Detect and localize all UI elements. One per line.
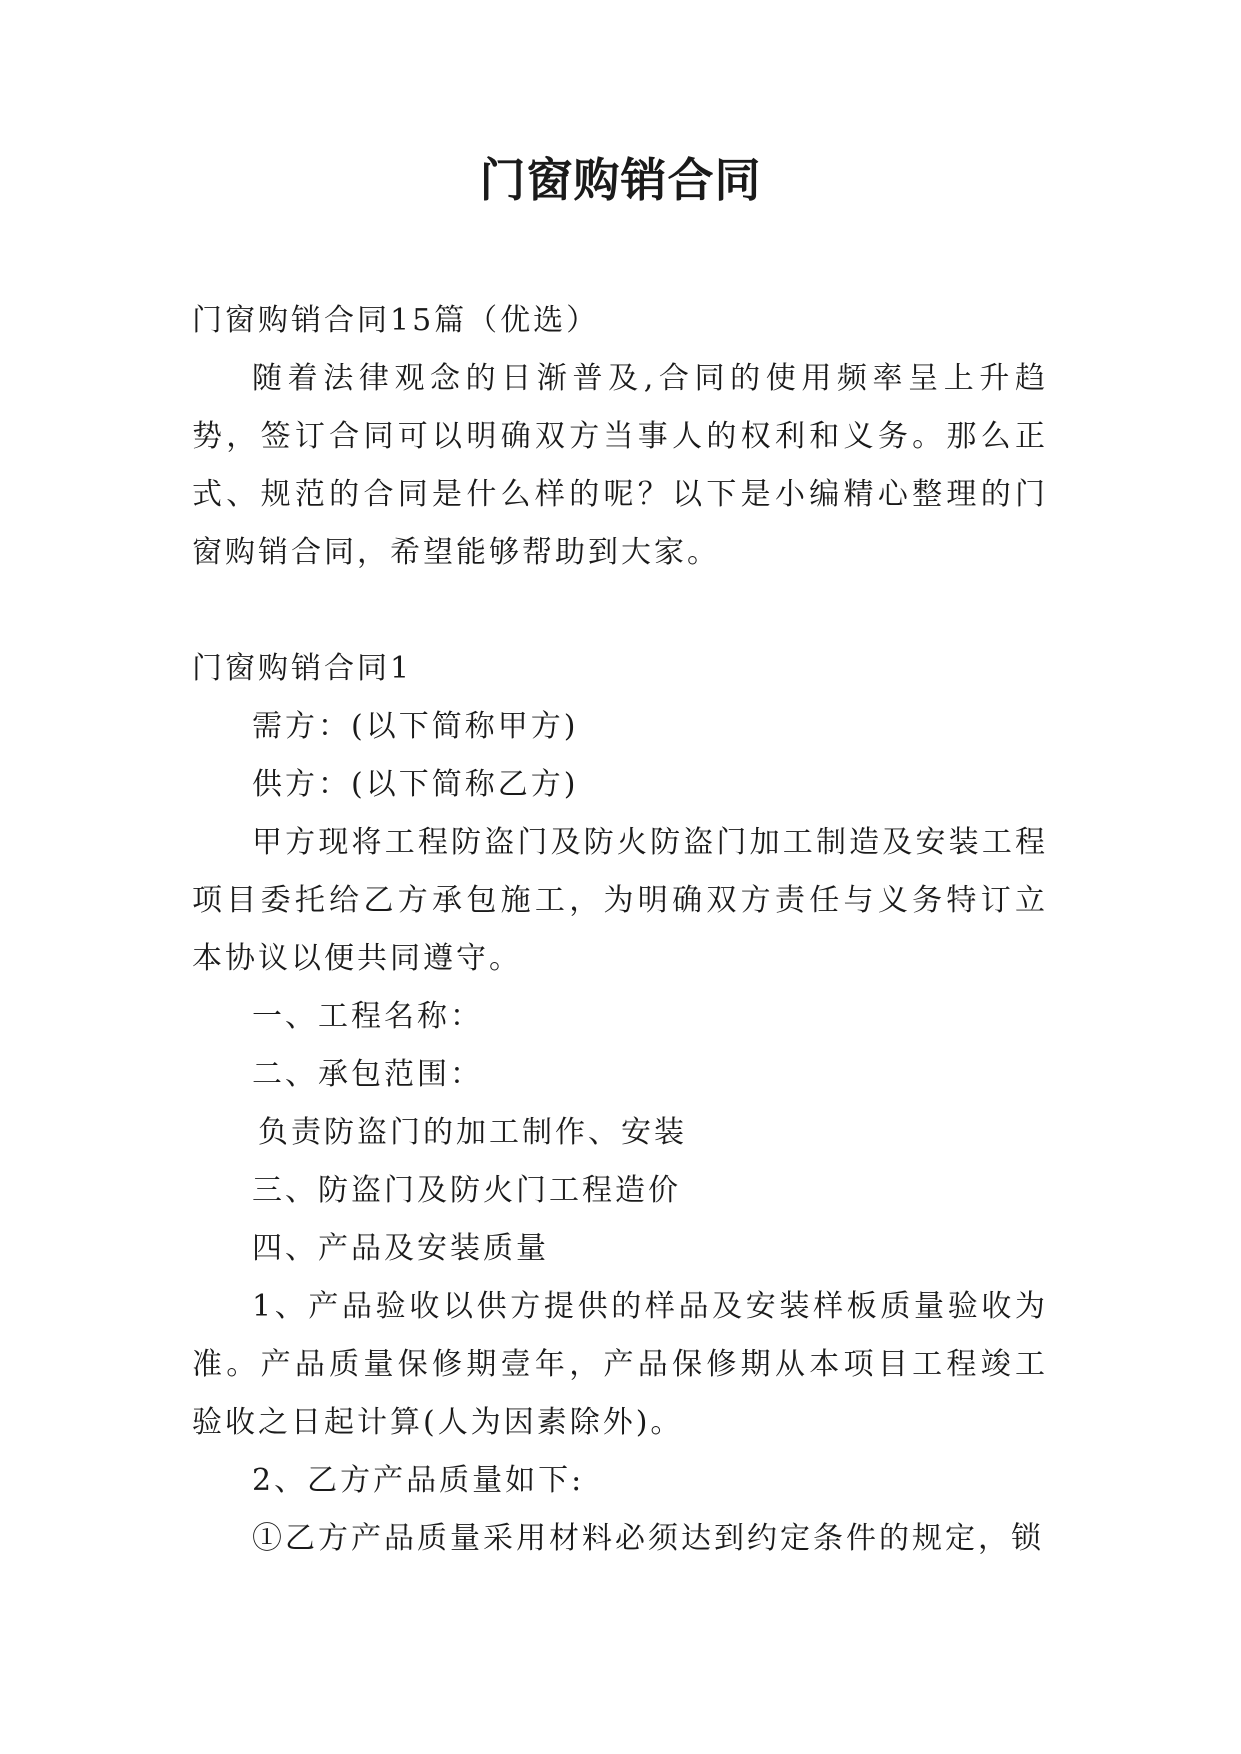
paragraph-intro: 随着法律观念的日渐普及,合同的使用频率呈上升趋势，签订合同可以明确双方当事人的权利和义务。那么正式、规范的合同是什么样的呢？以下是小编精心整理的门窗购销合同，希望能够帮助到大家。 (192, 361, 1048, 570)
clause-quality-item-2-1: ①乙方产品质量采用材料必须达到约定条件的规定，锁 (252, 1521, 1044, 1556)
clause-cost: 三、防盗门及防火门工程造价 (252, 1173, 681, 1208)
document-title: 门窗购销合同 (479, 153, 762, 207)
paragraph-preamble: 甲方现将工程防盗门及防火防盗门加工制造及安装工程项目委托给乙方承包施工，为明确双方责任与义务特订立本协议以便共同遵守。 (192, 825, 1048, 976)
paragraph-subtitle: 门窗购销合同15篇（优选） (192, 303, 600, 338)
paragraph-section-heading: 门窗购销合同1 (192, 651, 413, 686)
paragraph-supplier: 供方：(以下简称乙方) (252, 767, 579, 802)
paragraph-gap (192, 582, 1048, 640)
clause-scope-detail: 负责防盗门的加工制作、安装 (258, 1115, 687, 1150)
clause-quality-item-2: 2、乙方产品质量如下: (252, 1463, 585, 1498)
clause-project-name: 一、工程名称： (252, 999, 483, 1034)
clause-quality-item-1: 1、产品验收以供方提供的样品及安装样板质量验收为准。产品质量保修期壹年，产品保修期从本项目工程竣工验收之日起计算(人为因素除外)。 (192, 1289, 1048, 1440)
document-body (192, 292, 1048, 1568)
clause-quality: 四、产品及安装质量 (252, 1231, 549, 1266)
clause-scope: 二、承包范围： (252, 1057, 483, 1092)
paragraph-buyer: 需方：(以下简称甲方) (252, 709, 579, 744)
